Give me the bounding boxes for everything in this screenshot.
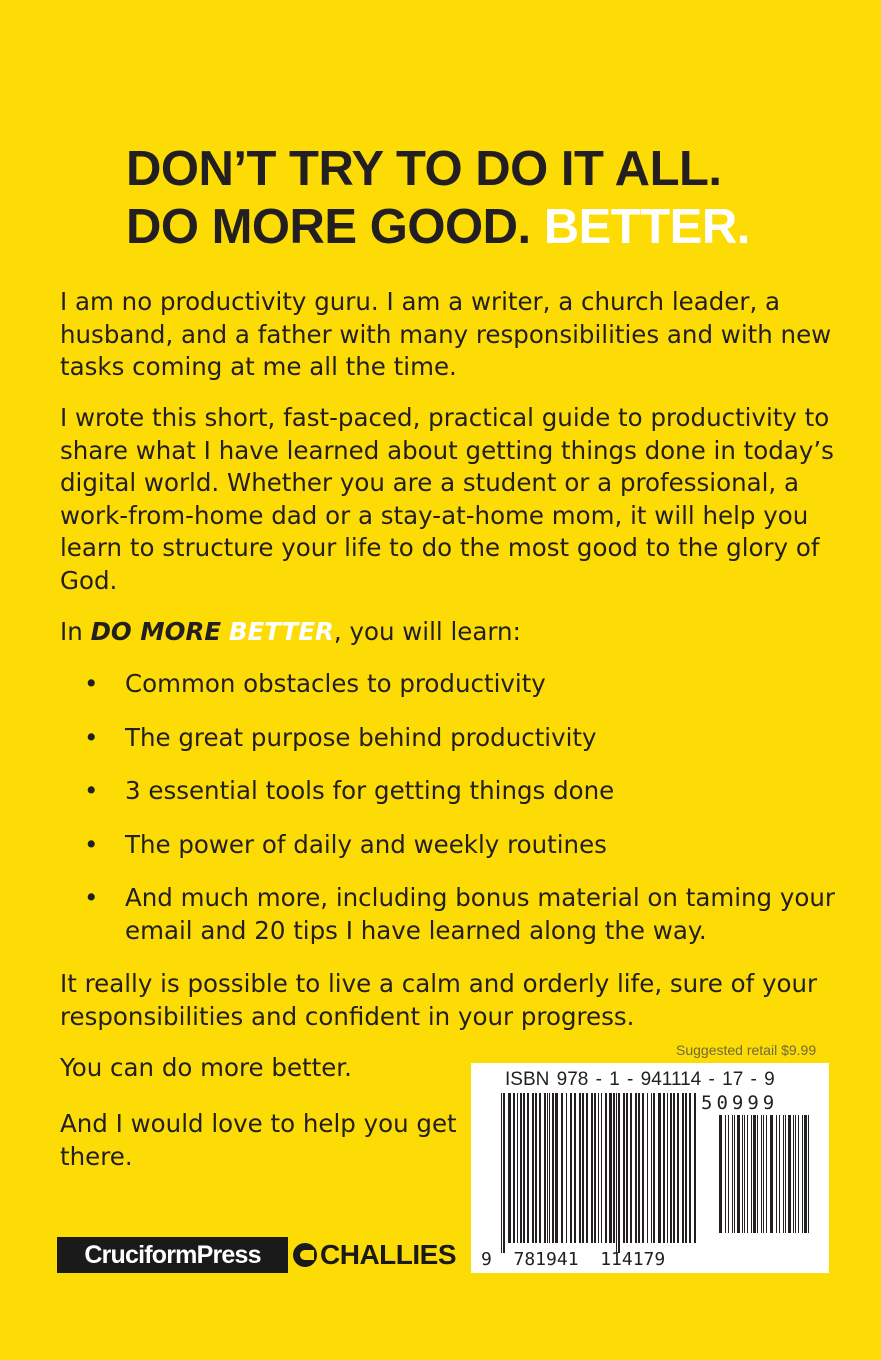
headline-dark-part: DO MORE GOOD. xyxy=(126,200,531,254)
learn-intro xyxy=(60,616,840,649)
barcode-bar xyxy=(728,1115,729,1233)
intro-paragraph: I am no productivity guru. I am a writer, a church leader, a husband, and a father with many responsibilities and with new tasks coming at me all the time. xyxy=(60,287,832,381)
book-title-white: BETTER xyxy=(228,617,334,646)
barcode-bar xyxy=(732,1115,733,1233)
barcode-bar xyxy=(694,1093,696,1243)
barcode-bar xyxy=(630,1093,632,1243)
back-cover-headline xyxy=(126,140,750,256)
barcode-bar xyxy=(544,1093,546,1243)
price-barcode-bars xyxy=(719,1115,811,1243)
barcode-bar xyxy=(594,1093,596,1243)
list-item: • And much more, including bonus material on taming your email and 20 tips I have learned along the way. xyxy=(84,883,835,945)
headline-white-part: BETTER. xyxy=(543,200,750,254)
barcode-bar xyxy=(508,1093,511,1243)
barcode-bar xyxy=(677,1093,679,1243)
barcode-bar xyxy=(609,1093,612,1243)
barcode-bar xyxy=(547,1093,548,1243)
barcode-bar xyxy=(539,1093,541,1243)
barcode-bar xyxy=(667,1093,668,1243)
barcode-bar xyxy=(570,1093,572,1243)
barcode-bar xyxy=(719,1115,722,1233)
barcode-bar xyxy=(802,1115,803,1233)
barcode-bar xyxy=(779,1115,780,1233)
barcode-bar xyxy=(753,1115,756,1233)
barcode-bar xyxy=(598,1093,599,1243)
barcode-bar xyxy=(605,1093,607,1243)
barcode-bar xyxy=(783,1115,784,1233)
barcode-bar xyxy=(555,1093,558,1243)
bullet-icon: • xyxy=(84,883,99,912)
barcode-bar xyxy=(586,1093,588,1243)
barcode-bar xyxy=(685,1093,687,1243)
suggested-retail-price: Suggested retail $9.99 xyxy=(676,1042,817,1058)
barcode-bar xyxy=(591,1093,593,1243)
help-paragraph: And I would love to help you get there. xyxy=(60,1109,457,1171)
barcode-bar xyxy=(517,1093,518,1243)
barcode-bar xyxy=(725,1115,726,1233)
bullet-icon: • xyxy=(84,669,99,698)
challies-logo: CHALLIES xyxy=(293,1236,456,1274)
barcode-bar xyxy=(689,1093,691,1243)
barcode-bar xyxy=(673,1093,675,1243)
barcode-bar xyxy=(658,1093,661,1243)
barcode-bar xyxy=(734,1115,735,1233)
barcode-bar xyxy=(552,1093,554,1243)
barcode-bar xyxy=(582,1093,584,1243)
barcode-bar xyxy=(793,1115,794,1233)
closing-paragraph: It really is possible to live a calm and orderly life, sure of your responsibilities and confident in your progress. xyxy=(60,969,818,1031)
barcode-bar xyxy=(763,1115,764,1233)
barcode-bar xyxy=(766,1115,767,1233)
learning-points-list xyxy=(60,668,840,968)
barcode-bar xyxy=(642,1093,644,1243)
barcode-bar xyxy=(549,1093,550,1243)
ean-digits: 9 781941 114179 xyxy=(481,1249,666,1270)
price-code: 50999 xyxy=(701,1092,779,1114)
list-item: • The power of daily and weekly routines xyxy=(60,829,840,862)
barcode-bar xyxy=(670,1093,672,1243)
barcode-bar xyxy=(635,1093,637,1243)
barcode-bar xyxy=(647,1093,648,1243)
barcode-bar xyxy=(744,1115,745,1233)
barcode-bar xyxy=(737,1115,740,1233)
book-title-dark: DO MORE xyxy=(90,617,222,646)
list-item: • The great purpose behind productivity xyxy=(60,722,840,755)
barcode-bar xyxy=(527,1093,529,1243)
learn-suffix: , you will learn: xyxy=(333,617,521,646)
barcode-bar xyxy=(770,1115,773,1233)
barcode-bar xyxy=(616,1093,617,1253)
barcode-bar xyxy=(757,1115,758,1233)
barcode-bar xyxy=(653,1093,655,1243)
list-item: • 3 essential tools for getting things done xyxy=(60,775,840,808)
barcode-bar xyxy=(788,1115,791,1233)
barcode-bar xyxy=(601,1093,602,1243)
barcode-bar xyxy=(651,1093,652,1243)
barcode-bar xyxy=(682,1093,684,1243)
purpose-paragraph: I wrote this short, fast-paced, practical guide to productivity to share what I have learned about getting things done in today’s digital world. Whether you are a student or a professional, a work-from-home dad or a stay-at-home mom, it will help you learn to structure your life to do the most good to the glory of God. xyxy=(60,403,834,595)
barcode-bar xyxy=(623,1093,625,1243)
barcode-bar xyxy=(638,1093,640,1243)
barcode-bar xyxy=(579,1093,581,1243)
ean-barcode-bars xyxy=(501,1093,697,1253)
cruciform-press-logo: CruciformPress xyxy=(57,1237,288,1273)
barcode-bar xyxy=(532,1093,534,1243)
isbn-barcode xyxy=(471,1063,829,1273)
barcode-bar xyxy=(747,1115,748,1233)
barcode-bar xyxy=(798,1115,799,1233)
barcode-bar xyxy=(663,1093,665,1243)
barcode-bar xyxy=(776,1115,777,1233)
learn-prefix: In xyxy=(60,617,83,646)
barcode-bar xyxy=(618,1093,620,1253)
barcode-bar xyxy=(751,1115,752,1233)
c-mark-icon xyxy=(293,1243,317,1267)
barcode-bar xyxy=(804,1115,807,1233)
barcode-bar xyxy=(561,1093,563,1243)
barcode-bar xyxy=(795,1115,796,1233)
barcode-bar xyxy=(574,1093,576,1243)
barcode-bar xyxy=(742,1115,743,1233)
barcode-bar xyxy=(785,1115,786,1233)
bullet-icon: • xyxy=(84,829,99,859)
barcode-bar xyxy=(626,1093,628,1243)
barcode-bar xyxy=(613,1093,615,1243)
tagline: You can do more better. xyxy=(60,1053,352,1082)
headline-line-1: DON’T TRY TO DO IT ALL. xyxy=(126,142,722,196)
barcode-bar xyxy=(535,1093,537,1243)
bullet-icon: • xyxy=(84,722,99,752)
headline-line-2 xyxy=(126,198,750,256)
barcode-bar xyxy=(808,1115,809,1233)
barcode-bar xyxy=(566,1093,567,1243)
barcode-bar xyxy=(761,1115,762,1233)
barcode-bar xyxy=(520,1093,522,1243)
bullet-icon: • xyxy=(84,776,99,805)
isbn-label: ISBN 978 - 1 - 941114 - 17 - 9 xyxy=(505,1069,775,1090)
barcode-bar xyxy=(503,1093,505,1253)
barcode-bar xyxy=(523,1093,525,1243)
barcode-bar xyxy=(501,1093,502,1253)
list-item: • Common obstacles to productivity xyxy=(60,668,840,701)
barcode-bar xyxy=(513,1093,515,1243)
